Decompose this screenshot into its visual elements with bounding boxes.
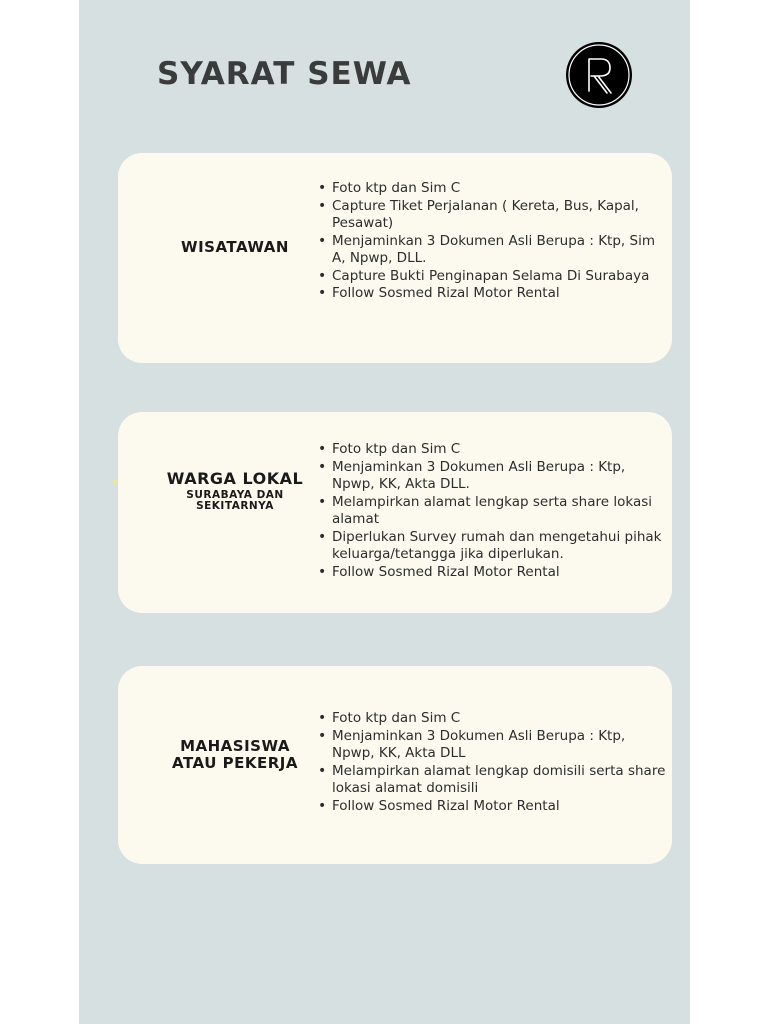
category-label	[128, 738, 342, 772]
list-item: • Foto ktp dan Sim C	[332, 710, 667, 728]
list-item: • Follow Sosmed Rizal Motor Rental	[332, 798, 667, 816]
category-title: MAHASISWA ATAU PEKERJA	[172, 737, 298, 772]
list-item: • Menjaminkan 3 Dokumen Asli Berupa : Ktp, Sim A, Npwp, DLL.	[332, 233, 667, 268]
list-item: • Melampirkan alamat lengkap domisili serta share lokasi alamat domisili	[332, 763, 667, 798]
category-title: WARGA LOKAL	[166, 469, 304, 488]
page-title: SYARAT SEWA	[157, 56, 412, 92]
list-item: • Follow Sosmed Rizal Motor Rental	[332, 564, 667, 582]
list-item: • Follow Sosmed Rizal Motor Rental	[332, 285, 667, 303]
list-item: • Melampirkan alamat lengkap serta share lokasi alamat	[332, 494, 667, 529]
r-monogram-logo-icon	[565, 41, 633, 109]
list-item: • Menjaminkan 3 Dokumen Asli Berupa : Ktp, Npwp, KK, Akta DLL.	[332, 459, 667, 494]
category-subtitle: SURABAYA DAN SEKITARNYA	[186, 489, 284, 512]
requirements-list	[318, 710, 667, 815]
card-mahasiswa	[118, 666, 672, 864]
card-warga-lokal	[118, 412, 672, 613]
category-title: WISATAWAN	[181, 238, 289, 256]
sparkle-icon	[111, 478, 119, 486]
list-item: • Foto ktp dan Sim C	[332, 180, 667, 198]
category-label	[128, 239, 342, 256]
list-item: • Capture Tiket Perjalanan ( Kereta, Bus, Kapal, Pesawat)	[332, 198, 667, 233]
document-page	[79, 0, 690, 1024]
category-label	[128, 470, 342, 512]
list-item: • Menjaminkan 3 Dokumen Asli Berupa : Ktp, Npwp, KK, Akta DLL	[332, 728, 667, 763]
list-item: • Foto ktp dan Sim C	[332, 441, 667, 459]
card-wisatawan	[118, 153, 672, 363]
list-item: • Diperlukan Survey rumah dan mengetahui pihak keluarga/tetangga jika diperlukan.	[332, 529, 667, 564]
requirements-list	[318, 441, 667, 581]
list-item: • Capture Bukti Penginapan Selama Di Surabaya	[332, 268, 667, 286]
requirements-list	[318, 180, 667, 303]
